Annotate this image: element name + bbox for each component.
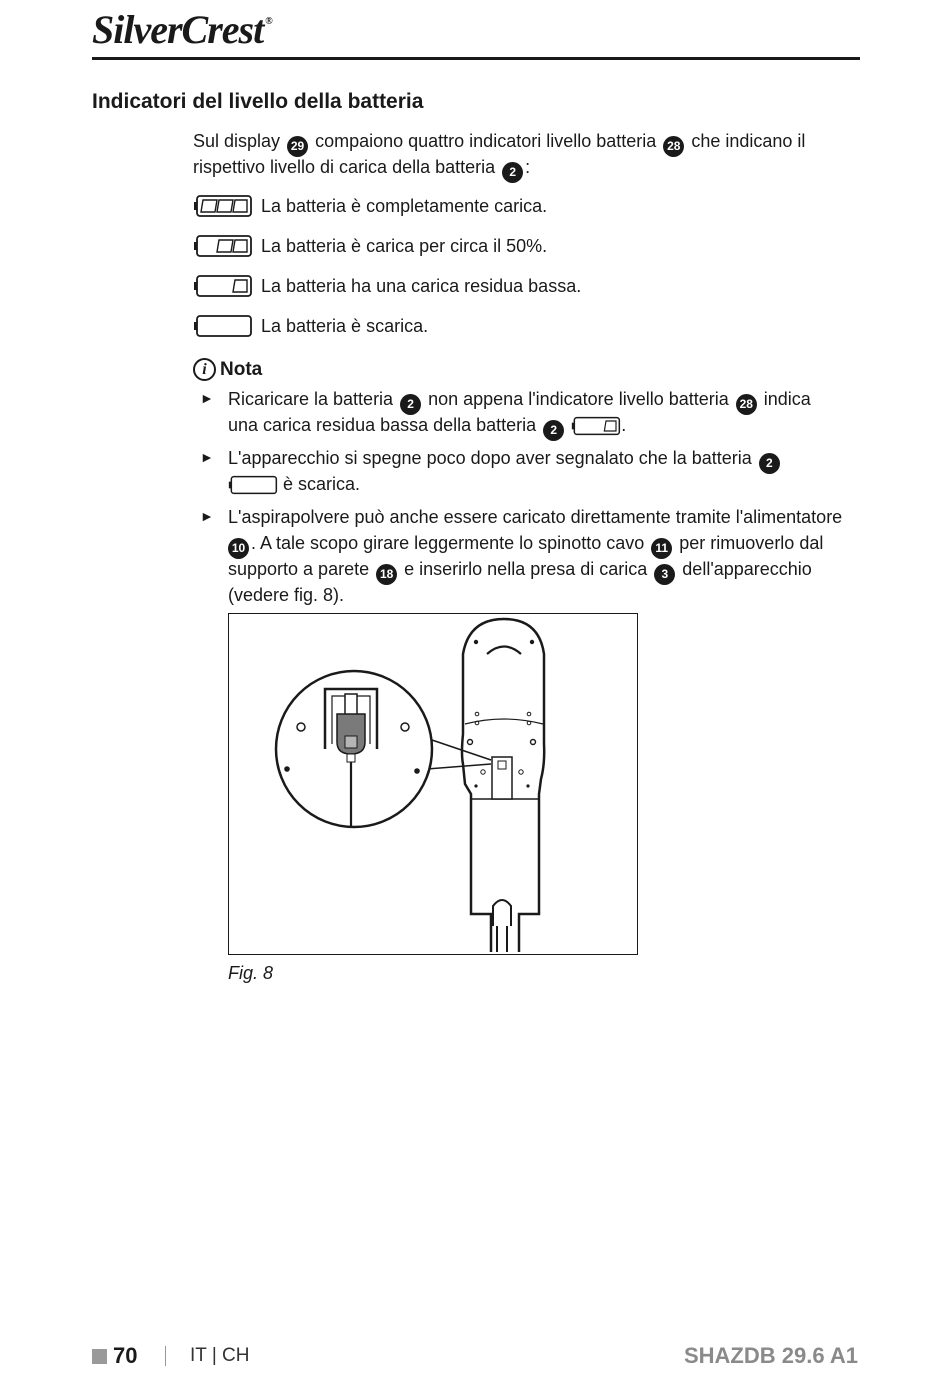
note-text: e inserirlo nella presa di carica	[404, 559, 648, 579]
footer-language: IT | CH	[190, 1345, 250, 1366]
note-text: è scarica.	[283, 474, 361, 494]
note-item-1-line-1	[228, 386, 811, 415]
ref-number: 3	[654, 564, 675, 585]
note-text: una carica residua bassa della batteria	[228, 415, 537, 435]
battery-level-empty	[193, 314, 428, 338]
note-heading	[193, 358, 262, 381]
ref-number: 2	[400, 394, 421, 415]
battery-level-text: La batteria è carica per circa il 50%.	[261, 235, 548, 256]
battery-low-icon	[193, 274, 253, 298]
note-item-3-line-3	[228, 556, 812, 585]
ref-number: 29	[287, 136, 308, 157]
ref-number: 10	[228, 538, 249, 559]
note-text: per rimuoverlo dal	[679, 533, 824, 553]
battery-level-text: La batteria è completamente carica.	[261, 195, 548, 216]
header-divider	[92, 57, 860, 60]
intro-text: Sul display	[193, 131, 281, 151]
page-number: 70	[113, 1343, 138, 1368]
ref-number: 18	[376, 564, 397, 585]
triangle-right-icon: ►	[200, 449, 214, 465]
note-item-3-line-4	[228, 582, 344, 608]
battery-full-icon	[193, 194, 253, 218]
note-text: .	[621, 415, 627, 435]
section-title: Indicatori del livello della batteria	[92, 90, 424, 113]
note-title: Nota	[220, 358, 263, 380]
note-text: L'apparecchio si spegne poco dopo aver segnalato che la batteria	[228, 448, 752, 468]
vacuum-charging-illustration	[229, 614, 637, 954]
note-text: . A tale scopo girare leggermente lo spinotto cavo	[251, 533, 645, 553]
note-text: Ricaricare la batteria	[228, 389, 394, 409]
note-item-2-line-1	[228, 445, 782, 474]
brand-logo	[92, 6, 272, 53]
note-item-3-line-2	[228, 530, 823, 559]
ref-number: 28	[663, 136, 684, 157]
battery-level-half	[193, 234, 547, 258]
intro-text: compaiono quattro indicatori livello batteria	[315, 131, 657, 151]
ref-number: 2	[759, 453, 780, 474]
battery-level-low	[193, 274, 581, 298]
battery-level-text: La batteria ha una carica residua bassa.	[261, 275, 582, 296]
square-icon	[92, 1349, 107, 1364]
triangle-right-icon: ►	[200, 390, 214, 406]
ref-number: 2	[543, 420, 564, 441]
battery-level-text: La batteria è scarica.	[261, 315, 429, 336]
note-text: non appena l'indicatore livello batteria	[428, 389, 729, 409]
note-item-3-line-1	[228, 504, 842, 530]
intro-line-1	[193, 128, 805, 157]
figure-caption: Fig. 8	[228, 963, 274, 983]
intro-text: che indicano il	[691, 131, 806, 151]
footer-model: SHAZDB 29.6 A1	[683, 1343, 858, 1368]
note-text: (vedere fig. 8).	[228, 585, 345, 605]
note-text: indica	[763, 389, 811, 409]
note-text: supporto a parete	[228, 559, 370, 579]
triangle-right-icon: ►	[200, 508, 214, 524]
info-icon: i	[193, 358, 216, 381]
battery-empty-icon	[193, 314, 253, 338]
battery-half-icon	[193, 234, 253, 258]
intro-line-2	[193, 154, 530, 183]
brand-name: SilverCrest	[92, 7, 264, 52]
note-text: L'aspirapolvere può anche essere caricato direttamente tramite l'alimentatore	[228, 507, 843, 527]
intro-text: rispettivo livello di carica della batteria	[193, 157, 496, 177]
figure-8	[228, 613, 638, 955]
battery-level-full	[193, 194, 547, 218]
page-number-block	[92, 1343, 137, 1369]
battery-empty-icon	[228, 475, 278, 495]
registered-mark: ®	[265, 16, 272, 27]
note-text: dell'apparecchio	[682, 559, 812, 579]
ref-number: 11	[651, 538, 672, 559]
note-item-2-line-2	[228, 471, 360, 497]
battery-low-icon	[571, 416, 621, 436]
note-item-1-line-2	[228, 412, 626, 441]
footer-divider	[165, 1346, 166, 1366]
ref-number: 2	[502, 162, 523, 183]
ref-number: 28	[736, 394, 757, 415]
intro-text: :	[525, 157, 531, 177]
